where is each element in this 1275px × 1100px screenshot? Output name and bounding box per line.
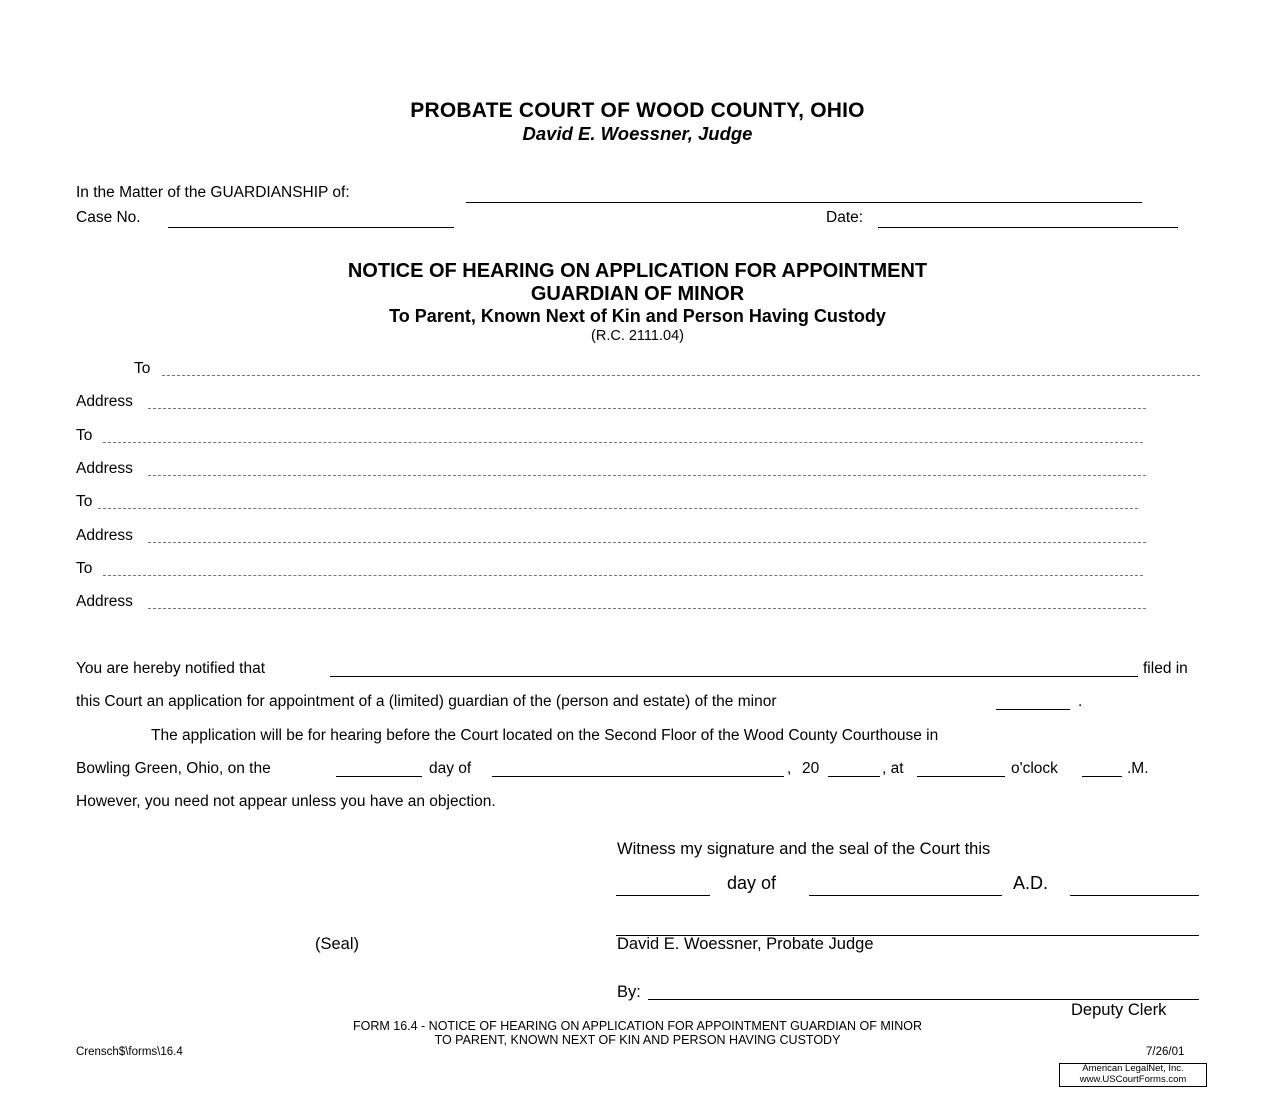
address-field-2[interactable]: [148, 475, 1146, 476]
address-field-1[interactable]: [148, 408, 1146, 409]
statute-reference: (R.C. 2111.04): [591, 328, 684, 344]
deputy-signature-line[interactable]: [648, 999, 1199, 1000]
witness-month-field[interactable]: [809, 895, 1002, 896]
to-label-3: To: [76, 493, 93, 510]
to-field-2[interactable]: [103, 442, 1143, 443]
year-prefix-text: 20: [802, 760, 820, 777]
to-label-4: To: [76, 560, 93, 577]
address-label-1: Address: [76, 393, 133, 410]
form-footer-line1: FORM 16.4 - NOTICE OF HEARING ON APPLICATION FOR APPOINTMENT GUARDIAN OF MINOR: [352, 1019, 923, 1033]
comma-text: ,: [787, 760, 792, 777]
to-label-1: To: [134, 360, 151, 377]
witness-text: Witness my signature and the seal of the Court this: [617, 840, 991, 858]
address-field-3[interactable]: [148, 542, 1146, 543]
hearing-location-text: The application will be for hearing before the Court located on the Second Floor of the Wood County Courthouse in: [151, 727, 939, 744]
stamp-url: www.USCourtForms.com: [1079, 1073, 1187, 1085]
witness-year-field[interactable]: [1070, 895, 1199, 896]
hearing-month-field[interactable]: [492, 776, 784, 777]
hearing-day-field[interactable]: [336, 776, 422, 777]
case-number-label: Case No.: [76, 209, 141, 226]
seal-text: (Seal): [315, 935, 360, 953]
legalnet-stamp: [1059, 1063, 1207, 1087]
address-label-4: Address: [76, 593, 133, 610]
court-title: PROBATE COURT OF WOOD COUNTY, OHIO: [410, 99, 865, 122]
to-field-4[interactable]: [103, 575, 1143, 576]
date-label: Date:: [826, 209, 864, 226]
applicant-field[interactable]: [330, 676, 1138, 677]
deputy-clerk-text: Deputy Clerk: [1071, 1001, 1167, 1019]
address-field-4[interactable]: [148, 608, 1146, 609]
revision-date: 7/26/01: [1146, 1046, 1185, 1058]
application-text: this Court an application for appointment of a (limited) guardian of the (person and estate) of the minor: [76, 693, 777, 710]
hearing-hour-field[interactable]: [917, 776, 1005, 777]
hearing-city-text: Bowling Green, Ohio, on the: [76, 760, 271, 777]
filed-in-text: filed in: [1143, 660, 1188, 677]
hearing-year-field[interactable]: [828, 776, 880, 777]
am-pm-field[interactable]: [1082, 776, 1122, 777]
notice-title: NOTICE OF HEARING ON APPLICATION FOR APPOINTMENT: [347, 260, 928, 282]
meridiem-text: .M.: [1127, 760, 1149, 777]
application-end: .: [1078, 693, 1083, 710]
guardianship-field[interactable]: [466, 202, 1142, 203]
case-number-field[interactable]: [168, 227, 454, 228]
judge-subtitle: David E. Woessner, Judge: [522, 123, 753, 144]
to-label-2: To: [76, 427, 93, 444]
form-footer-line2: TO PARENT, KNOWN NEXT OF KIN AND PERSON HAVING CUSTODY: [434, 1033, 841, 1047]
probate-judge-name: David E. Woessner, Probate Judge: [617, 935, 874, 953]
day-of-text: day of: [429, 760, 472, 777]
by-label: By:: [617, 983, 641, 1001]
stamp-company: American LegalNet, Inc.: [1082, 1063, 1184, 1074]
notice-title-line2: GUARDIAN OF MINOR: [530, 283, 745, 305]
to-field-3[interactable]: [98, 508, 1138, 509]
witness-day-field[interactable]: [616, 895, 710, 896]
notified-text: You are hereby notified that: [76, 660, 266, 677]
address-label-3: Address: [76, 527, 133, 544]
date-field[interactable]: [878, 227, 1178, 228]
notice-subtitle: To Parent, Known Next of Kin and Person Having Custody: [389, 306, 886, 326]
to-field-1[interactable]: [162, 375, 1200, 376]
minor-field[interactable]: [996, 709, 1070, 710]
witness-day-of-text: day of: [727, 873, 777, 893]
file-path: Crensch$\forms\16.4: [76, 1046, 183, 1058]
address-label-2: Address: [76, 460, 133, 477]
objection-text: However, you need not appear unless you have an objection.: [76, 793, 496, 810]
oclock-text: o'clock: [1011, 760, 1058, 777]
ad-text: A.D.: [1013, 873, 1049, 893]
at-text: , at: [882, 760, 904, 777]
guardianship-label: In the Matter of the GUARDIANSHIP of:: [76, 184, 350, 201]
